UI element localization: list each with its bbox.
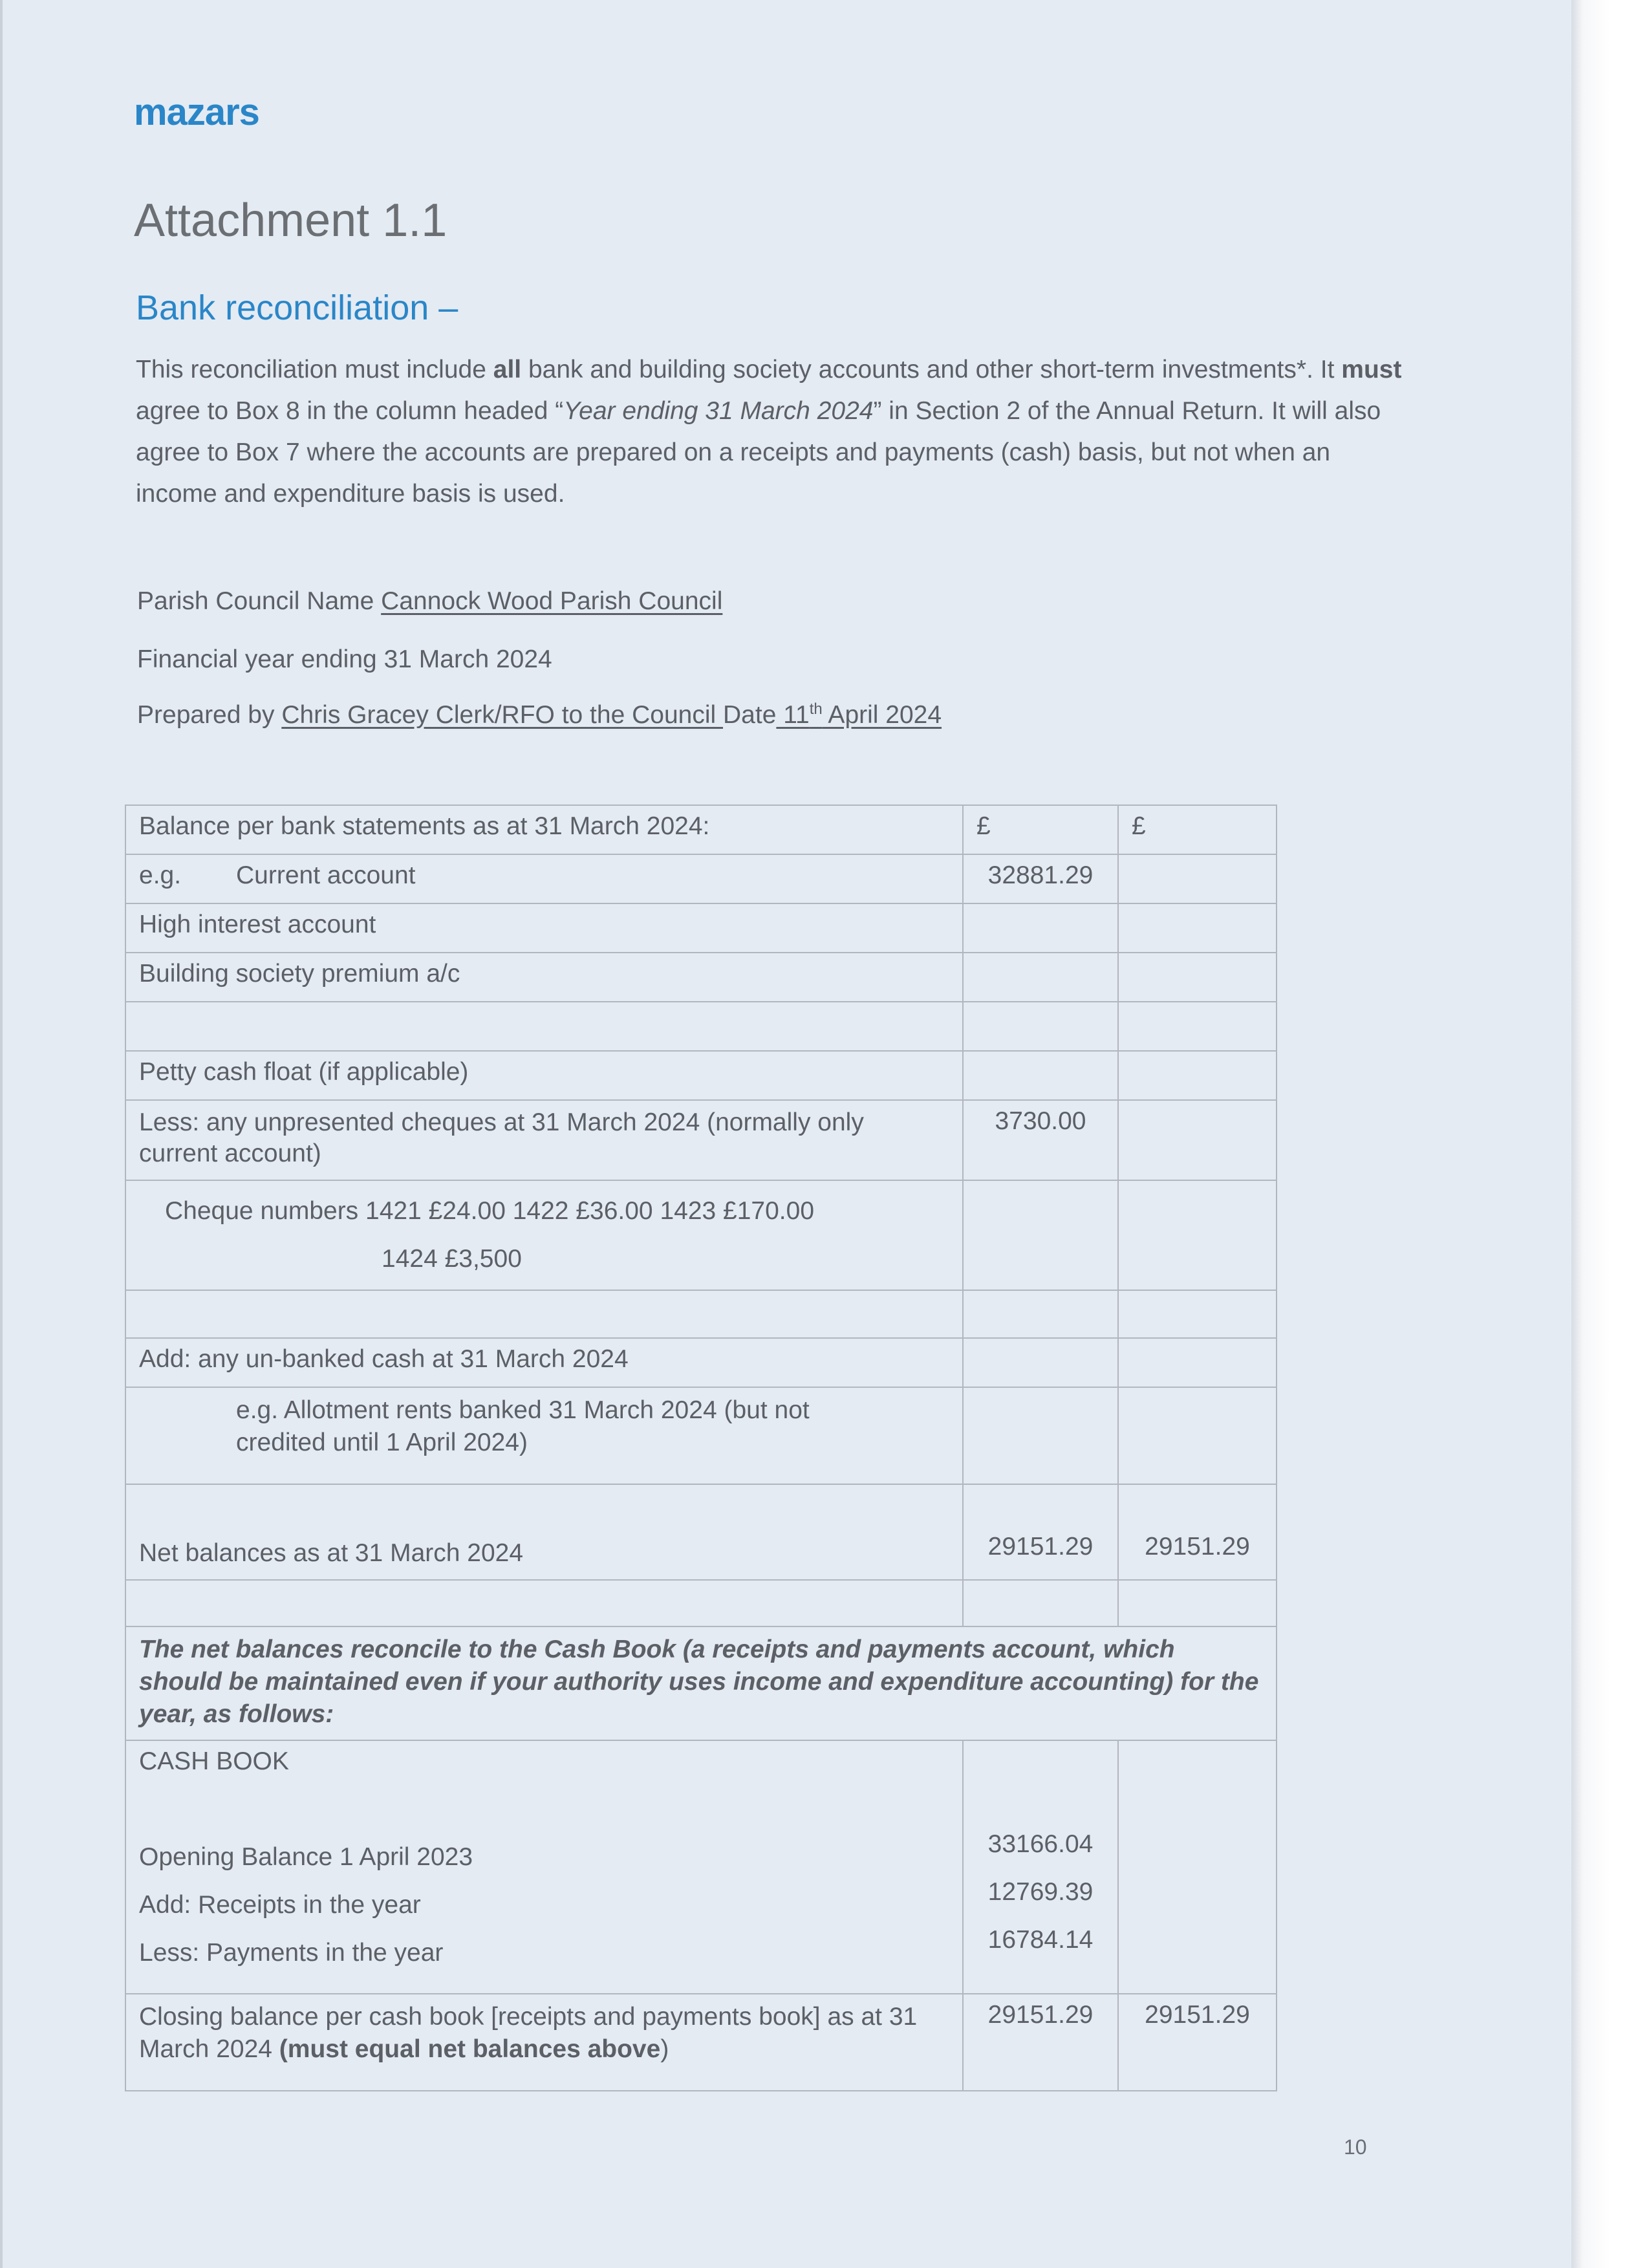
opening-balance-amount: 33166.04: [987, 1830, 1094, 1858]
cash-book-amounts: [963, 1740, 1118, 1994]
table-row-current-account: [125, 854, 1277, 903]
high-interest-label: High interest account: [125, 903, 963, 953]
opening-balance-label: Opening Balance 1 April 2023: [139, 1843, 473, 1871]
building-society-label: Building society premium a/c: [125, 953, 963, 1002]
table-row-header: [125, 805, 1277, 854]
receipts-amount: 12769.39: [987, 1878, 1094, 1906]
unbanked-cash-label: Add: any un-banked cash at 31 March 2024: [125, 1338, 963, 1387]
current-account-amount: 32881.29: [963, 854, 1118, 903]
table-row-empty: [125, 1290, 1277, 1338]
table-row-high-interest: [125, 903, 1277, 953]
page-title: Attachment 1.1: [134, 195, 447, 246]
currency-header: £: [963, 805, 1118, 854]
table-row-allotment: [125, 1387, 1277, 1484]
council-name-line: Parish Council Name Cannock Wood Parish Council: [137, 587, 723, 615]
date-value: 11th April 2024: [776, 700, 942, 729]
prepared-by-value: Chris Gracey Clerk/RFO to the Council: [281, 701, 724, 729]
prepared-by-line: Prepared by Chris Gracey Clerk/RFO to the Council Date 11th April 2024: [137, 700, 942, 729]
cash-book-heading: CASH BOOK: [139, 1747, 289, 1775]
payments-amount: 16784.14: [987, 1926, 1094, 1954]
current-account-label: Current account: [236, 861, 416, 889]
table-row-net-balances: [125, 1484, 1277, 1580]
table-row-empty: [125, 1580, 1277, 1626]
payments-label: Less: Payments in the year: [139, 1939, 444, 1967]
reconcile-note: The net balances reconcile to the Cash Book (a receipts and payments account, which should be maintained even if your authority uses income and expenditure accounting) for the year, as follows:: [125, 1626, 1277, 1740]
reconciliation-table: [125, 805, 1277, 2091]
table-row-cash-book: [125, 1740, 1277, 1994]
bank-balance-heading: Balance per bank statements as at 31 March 2024:: [125, 805, 963, 854]
cheque-numbers: Cheque numbers 1421 £24.00 1422 £36.00 1423 £170.00 1424 £3,500: [125, 1180, 963, 1290]
unpresented-cheques-amount: 3730.00: [963, 1100, 1118, 1180]
allotment-note: e.g. Allotment rents banked 31 March 2024 (but not credited until 1 April 2024): [125, 1387, 963, 1484]
table-row-cheque-numbers: [125, 1180, 1277, 1290]
net-balances-label: Net balances as at 31 March 2024: [125, 1484, 963, 1580]
net-balances-amount: 29151.29: [963, 1484, 1118, 1580]
net-balances-total: 29151.29: [1118, 1484, 1277, 1580]
section-heading: Bank reconciliation –: [136, 288, 458, 327]
intro-paragraph: This reconciliation must include all bank and building society accounts and other short-term investments*. It must agree to Box 8 in the column headed “Year ending 31 March 2024” in Section 2 of the Annual Return. It will also agree to Box 7 where the accounts are prepared on a receipts and payments (cash) basis, but not when an income and expenditure basis is used.: [136, 356, 1402, 508]
table-row-reconcile-note: [125, 1626, 1277, 1740]
table-row-building-society: [125, 953, 1277, 1002]
table-row-empty: [125, 1002, 1277, 1051]
closing-balance-total: 29151.29: [1118, 1994, 1277, 2091]
closing-balance-amount: 29151.29: [963, 1994, 1118, 2091]
page-number: 10: [1344, 2135, 1367, 2159]
scan-edge: [1571, 0, 1649, 2268]
table-row-unbanked: [125, 1338, 1277, 1387]
closing-balance-label: Closing balance per cash book [receipts and payments book] as at 31 March 2024 (must equal net balances above): [125, 1994, 963, 2091]
currency-header: £: [1118, 805, 1277, 854]
mazars-logo: mazars: [134, 91, 259, 133]
receipts-label: Add: Receipts in the year: [139, 1891, 421, 1919]
table-row-unpresented: [125, 1100, 1277, 1180]
financial-year-line: Financial year ending 31 March 2024: [137, 645, 552, 673]
table-row-closing-balance: [125, 1994, 1277, 2091]
petty-cash-label: Petty cash float (if applicable): [125, 1051, 963, 1100]
eg-label: e.g.: [139, 861, 182, 889]
council-name-value: Cannock Wood Parish Council: [381, 587, 723, 615]
table-row-petty-cash: [125, 1051, 1277, 1100]
unpresented-cheques-label: Less: any unpresented cheques at 31 March 2024 (normally only current account): [125, 1100, 963, 1180]
cash-book-labels: [125, 1740, 963, 1994]
